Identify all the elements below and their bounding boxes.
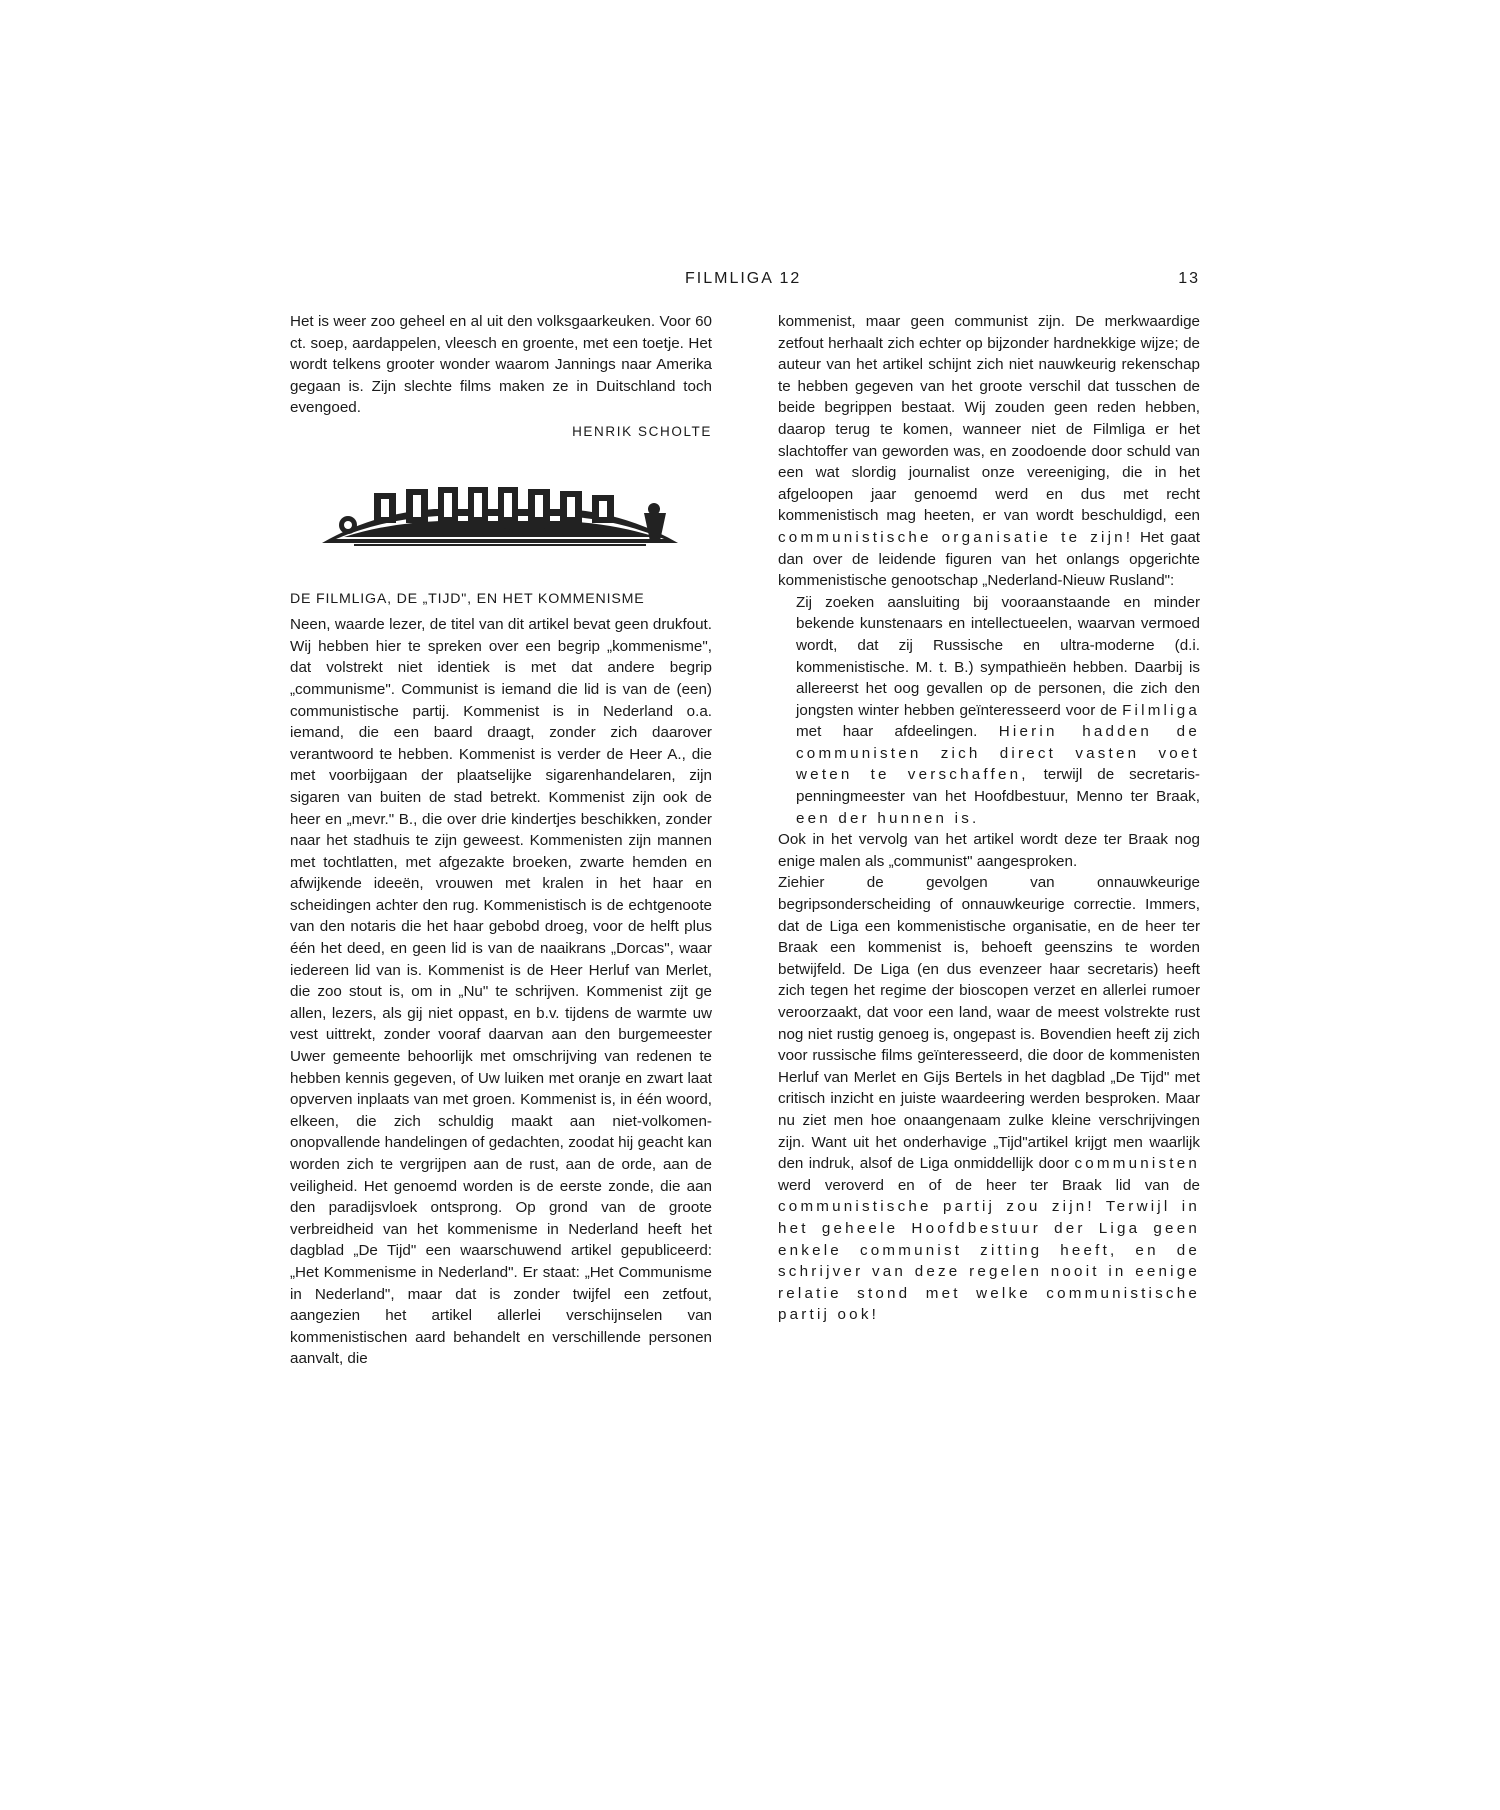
running-title: FILMLIGA 12 [685, 270, 802, 287]
article-paragraph: Ook in het vervolg van het artikel wordt deze ter Braak nog enige malen als „communist" aangesproken. [778, 831, 1200, 870]
quoted-passage [778, 592, 1200, 830]
quote-text: Zij zoeken aansluiting bij vooraanstaande en minder bekende kunstenaars en intellectueelen, waarvan vermoed wordt, dat zij Russische en ultra-moderne (d.i. kommenistische. M. t. B.) sympathieën hebben. Daarbij is allereerst het oog gevallen op de personen, die zich den jongsten winter hebben geïnteresseerd voor de [796, 593, 1200, 719]
emphasis-text: Hierin hadden de communisten zich direct vasten voet weten te verschaffen, [796, 723, 1200, 784]
author-signature: HENRIK SCHOLTE [572, 423, 712, 439]
body-text: werd veroverd en of de heer ter Braak lid van de [778, 1176, 1200, 1194]
article-heading: DE FILMLIGA, DE „TIJD", EN HET KOMMENISME [290, 590, 645, 607]
right-column [778, 311, 1200, 1326]
emphasis-text: een der hunnen is. [796, 809, 980, 827]
article-paragraph-final [778, 872, 1200, 1325]
quote-text: met haar afdeelingen. [796, 723, 978, 741]
page-number: 13 [1178, 270, 1200, 287]
quote-text: terwijl de secretaris-penningmeester van het Hoofdbestuur, Menno ter Braak, [796, 766, 1200, 806]
emphasis-text: Filmliga [1122, 701, 1200, 719]
body-text: Ziehier de gevolgen van onnauwkeurige begripsonderscheiding of onnauwkeurige correctie. Immers, dat de Liga een kommenistische organisatie, en de heer ter Braak een kommenist is, behoeft geenszins te worden betwijfeld. De Liga (en dus evenzeer haar secretaris) heeft zich tegen het regime der bioscopen verzet en allerlei rumoer veroorzaakt, dat voor een land, waar de meest volstrekte rust nog niet rustig genoeg is, ongepast is. Bovendien heeft zij zich voor russische films geïnteresseerd, die door de kommenisten Herluf van Merlet en Gijs Bertels in het dagblad „De Tijd" met critisch inzicht en juiste waardeering werden besproken. Maar nu ziet men hoe onaangenaam zulke kleine verschrijvingen zijn. Want uit het onderhavige „Tijd"artikel krijgt men waarlijk den indruk, alsof de Liga onmiddellijk door [778, 874, 1200, 1173]
page-header [290, 270, 1200, 294]
emphasis-text: communisten [1074, 1155, 1200, 1173]
journaal-logo-illustration [314, 479, 686, 551]
body-text: kommenist, maar geen communist zijn. De merkwaardige zetfout herhaalt zich echter op bijzonder hardnekkige wijze; de auteur van het artikel schijnt zich niet nauwkeurig rekenschap te hebben gegeven van het groote verschil dat tusschen de beide begrippen bestaat. Wij zouden geen reden hebben, daarop terug te komen, wanneer niet de Filmliga er het slachtoffer van geworden was, en zoodoende door schuld van een wat slordig journalist onze vereeniging, die in het afgeloopen jaar genoemd werd en dus met recht kommenistisch mag heeten, er van wordt beschuldigd, een [778, 313, 1200, 525]
intro-paragraph: Het is weer zoo geheel en al uit den volksgaarkeuken. Voor 60 ct. soep, aardappelen, vleesch en groente, met een toetje. Het wordt telkens grooter wonder waarom Jannings naar Amerika gegaan is. Zijn slechte films maken ze in Duitschland toch evengoed. [290, 313, 712, 417]
emphasis-text: communistische organisatie te zijn! [778, 528, 1134, 546]
article-body-right-paragraph [778, 311, 1200, 592]
body-text: Het gaat dan over de leidende figuren van het onlangs opgerichte kommenistische genootschap „Nederland-Nieuw Rusland": [778, 528, 1200, 590]
left-column [290, 311, 712, 1370]
article-body-left: Neen, waarde lezer, de titel van dit artikel bevat geen drukfout. Wij hebben hier te spreken over een begrip „kommenisme", dat volstrekt niet identiek is met dat andere begrip „communisme". Communist is iemand die lid is van de (een) communistische partij. Kommenist is in Nederland o.a. iemand, die een baard draagt, zonder zich daarover verantwoord te hebben. Kommenist is verder de Heer A., die met voorbijgaan der plaatselijke sigarenhandelaren, zijn sigaren van buiten de stad betrekt. Kommenist zijn ook de heer en „mevr." B., die over drie kindertjes beschikken, zonder naar het stadhuis te zijn geweest. Kommenisten zijn mannen met tochtlatten, met afgezakte broeken, zwarte hemden en afwijkende ideeën, vrouwen met kralen in het haar en scheidingen achter den rug. Kommenistisch is de echtgenoote van den notaris die het haar gebobd droeg, voor de helft plus één het deed, en geen lid is van de naaikrans „Dorcas", waar iedereen lid van is. Kommenist is de Heer Herluf van Merlet, die zoo stout is, om in „Nu" te schrijven. Kommenist zijt ge allen, lezers, als gij niet oppast, en b.v. tijdens de warmte uw vest uittrekt, zonder vooraf daarvan aan den burgemeester Uwer gemeente behoorlijk met omschrijving van redenen te hebben kennis gegeven, of Uw luiken met oranje en zwart laat opverven inplaats van met groen. Kommenist is, in één woord, elkeen, die zich schuldig maakt aan niet-volkomen-onopvallende handelingen of gedachten, zoodat hij geacht kan worden zich te vergrijpen aan de rust, aan de orde, aan de veiligheid. Het genoemd worden is de eerste zonde, die aan den paradijsvloek ontsprong. Op grond van de groote verbreidheid van het kommenisme in Nederland heeft het dagblad „De Tijd" een waarschuwend artikel gepubliceerd: „Het Kommenisme in Nederland". Er staat: „Het Communisme in Nederland", maar dat is zonder twijfel een zetfout, aangezien het artikel allerlei verschijnselen van kommenistischen aard behandelt en verschillende personen aanvalt, die [290, 616, 712, 1368]
emphasis-text: communistische partij zou zijn! Terwijl in het geheele Hoofdbestuur der Liga geen enkele communist zitting heeft, en de schrijver van deze regelen nooit in eenige relatie stond met welke communistische partij ook! [778, 1198, 1200, 1324]
